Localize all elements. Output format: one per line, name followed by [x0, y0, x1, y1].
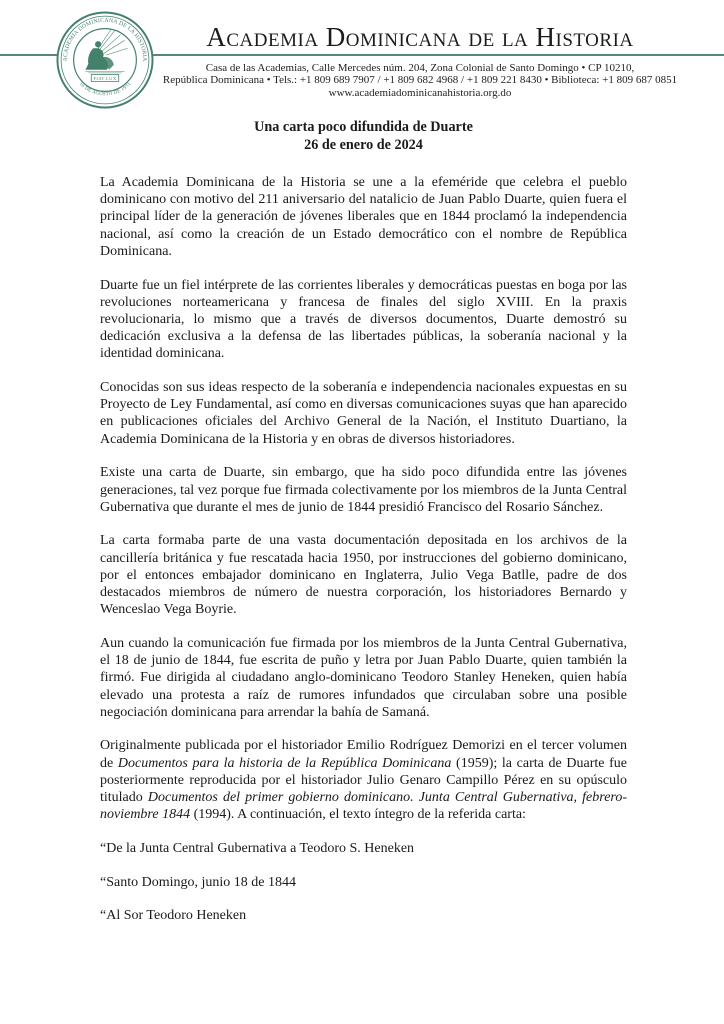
paragraph	[100, 174, 627, 260]
paragraph	[100, 907, 627, 924]
paragraph	[100, 874, 627, 891]
paragraph-text-run: La Academia Dominicana de la Historia se une a la efeméride que celebra el pueblo dominicano con motivo del 211 aniversario del natalicio de Juan Pablo Duarte, quien fuera el principal líder de la generación de jóvenes liberales que en 1844 proclamó la independencia nacional, así como la creación de un Estado democrático con el nombre de República Dominicana.	[100, 175, 627, 259]
letter-body	[100, 110, 627, 925]
paragraph	[100, 840, 627, 857]
letterhead	[0, 0, 724, 110]
paragraph	[100, 635, 627, 721]
document-paragraphs	[100, 174, 627, 925]
document-date: 26 de enero de 2024	[304, 136, 423, 153]
seal-ring-text-top: ACADEMIA DOMINICANA DE LA HISTORIA	[62, 17, 148, 62]
paragraph-text-run: “De la Junta Central Gubernativa a Teodoro S. Heneken	[100, 841, 415, 856]
paragraph-text-run: “Santo Domingo, junio 18 de 1844	[100, 874, 296, 890]
website-url: www.academiadominicanahistoria.org.do	[328, 86, 512, 99]
paragraph	[100, 277, 627, 363]
paragraph-text-run: (1994). A continuación, el texto íntegro de la referida carta:	[190, 807, 526, 823]
paragraph-text-run: Duarte fue un fiel intérprete de las corrientes liberales y democráticas puestas en boga por las revoluciones norteamericana y francesa de finales del siglo XVIII. En la praxis revolucionaria, lo mismo que a través de diversos documentos, Duarte demostró su dedicación exclusiva a la defensa de las libertades públicas, la soberanía nacional y la identidad dominicana.	[100, 277, 627, 362]
organization-name: Academia Dominicana de la Historia	[206, 22, 634, 52]
paragraph-text-run: “Al Sor Teodoro Heneken	[100, 908, 247, 924]
paragraph	[100, 379, 627, 448]
paragraph-italic-run: Documentos del primer gobierno dominicano. Junta Central Gubernativa, febrero-noviembre 1844	[100, 790, 627, 823]
document-title: Una carta poco difundida de Duarte	[254, 119, 473, 135]
paragraph	[100, 464, 627, 516]
paragraph-text-run: La carta formaba parte de una vasta documentación depositada en los archivos de la cancillería británica y fue rescatada hacia 1950, por instrucciones del gobierno dominicano, por el entonces embajador dominicano en Inglaterra, Julio Vega Batlle, padre de dos destacados miembros de número de nuestra corporación, los historiadores Bernardo y Wenceslao Vega Boyrie.	[100, 533, 627, 618]
paragraph-text-run: Originalmente publicada por el historiador Emilio Rodríguez Demorizi en el tercer volumen de	[100, 738, 627, 771]
seal-motto-text: FIAT LUX	[93, 75, 117, 81]
paragraph-text-run: Aun cuando la comunicación fue firmada por los miembros de la Junta Central Gubernativa, el 18 de junio de 1844, fue escrita de puño y letra por Juan Pablo Duarte, quien también la firmó. Fue dirigida al ciudadano anglo-dominicano Teodoro Stanley Heneken, quien había elevado una protesta a raíz de rumores infundados que circulaban sobre una posible negociación dominicana para arrendar la bahía de Samaná.	[100, 635, 627, 720]
paragraph	[100, 532, 627, 618]
address-line-1: Casa de las Academias, Calle Mercedes núm. 204, Zona Colonial de Santo Domingo • CP 10210,	[205, 62, 635, 74]
seal-motto-banner	[91, 75, 118, 82]
paragraph-text-run: (1959); la carta de Duarte fue posteriormente reproducida por el historiador Julio Genaro Campillo Pérez en su opúsculo titulado	[100, 755, 628, 806]
paragraph	[100, 737, 627, 823]
paragraph-italic-run: Documentos para la historia de la República Dominicana	[117, 755, 452, 771]
seal-ring-text-bottom: 16 DE AGOSTO DE 1931	[77, 81, 133, 98]
letterhead-text	[128, 0, 712, 99]
paragraph-text-run: Conocidas son sus ideas respecto de la soberanía e independencia nacionales expuestas en su Proyecto de Ley Fundamental, así como en diversas comunicaciones suyas que han aparecido en publicaciones oficiales del Archivo General de la Nación, el Instituto Duartiano, la Academia Dominicana de la Historia y en obras de diversos historiadores.	[100, 380, 627, 447]
address-line-2: República Dominicana • Tels.: +1 809 689 7907 / +1 809 682 4968 / +1 809 221 8430 • Biblioteca: +1 809 687 0851	[162, 74, 678, 87]
paragraph-text-run: Existe una carta de Duarte, sin embargo, que ha sido poco difundida entre las jóvenes generaciones, tal vez porque fue firmada colectivamente por los miembros de la Junta Central Gubernativa que durante el mes de junio de 1844 presidió Francisco del Rosario Sánchez.	[100, 465, 627, 515]
